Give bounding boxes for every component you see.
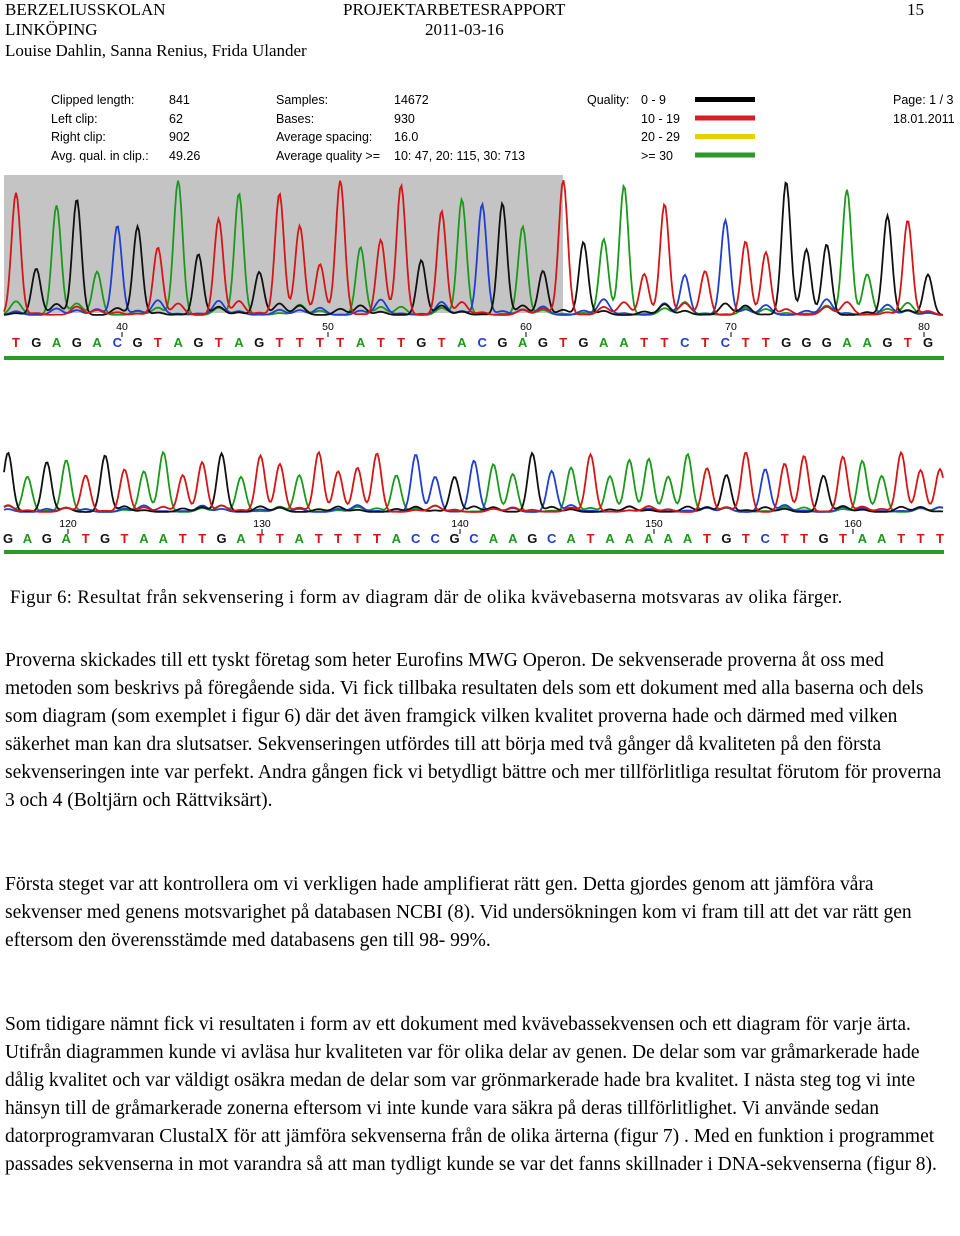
base-call: T <box>275 335 284 350</box>
base-call: A <box>457 335 467 350</box>
base-call: T <box>838 531 847 546</box>
base-call: A <box>599 335 609 350</box>
stat-avg-qual-label: Avg. qual. in clip.: <box>51 149 149 163</box>
base-call: T <box>295 335 304 350</box>
quality-range-0: 0 - 9 <box>641 93 667 107</box>
base-call: T <box>316 335 324 350</box>
base-call: A <box>173 335 183 350</box>
base-call: A <box>158 531 169 546</box>
quality-legend-bar <box>695 116 755 121</box>
stat-samples: 14672 <box>394 93 429 107</box>
position-tick-label: 140 <box>451 518 469 530</box>
base-call: C <box>546 531 557 546</box>
base-call: A <box>234 335 244 350</box>
base-call: G <box>71 335 82 350</box>
base-call: G <box>922 335 934 350</box>
stat-avg-qual: 49.26 <box>169 149 201 163</box>
position-tick-label: 70 <box>725 321 737 333</box>
base-call: T <box>256 531 265 546</box>
base-call: T <box>897 531 906 546</box>
base-call: A <box>391 531 402 546</box>
base-call: T <box>559 335 568 350</box>
base-call: T <box>178 531 187 546</box>
base-call: T <box>741 335 750 350</box>
header-report-type: PROJEKTARBETESRAPPORT <box>343 0 566 19</box>
quality-bar-row-2 <box>4 550 944 554</box>
stat-avg-spacing: 16.0 <box>394 130 419 144</box>
base-call: A <box>508 531 518 546</box>
position-tick-label: 50 <box>322 321 334 333</box>
base-call: C <box>477 335 487 350</box>
figure-caption: Figur 6: Resultat från sekvensering i form av diagram där de olika kvävebaserna motsvaras av olika färger. <box>10 588 843 608</box>
base-call: A <box>663 531 673 546</box>
base-call: T <box>12 335 20 350</box>
base-call: G <box>801 335 812 350</box>
base-call: G <box>527 531 538 546</box>
base-call: T <box>586 531 595 546</box>
stat-left-clip: 62 <box>169 112 183 126</box>
quality-range-3: >= 30 <box>641 149 673 163</box>
base-call: T <box>353 531 362 546</box>
base-call: G <box>781 335 792 350</box>
base-call: A <box>862 335 872 350</box>
base-call: C <box>112 335 123 350</box>
base-call: T <box>916 531 925 546</box>
base-call: T <box>903 335 912 350</box>
base-call: G <box>2 531 14 546</box>
header-city: LINKÖPING <box>5 20 98 39</box>
stat-bases-label: Bases: <box>276 112 315 126</box>
base-call: G <box>497 335 508 350</box>
paragraph-3: Som tidigare nämnt fick vi resultaten i form av ett dokument med kvävebassekvensen och ett diagram för varje ärta. Utifrån diagrammen kunde vi avläsa hur kvaliteten var för olika delar av genen. De delar som var gråmarkerade hade dålig kvalitet och var väldigt osäkra medan de delar som var grönmarkerade hade bra kvalitet. I nästa steg tog vi inte hänsyn till de gråmarkerade zonerna eftersom vi inte kunde vara säkra på deras tillförlitlighet. Vi använde sedan datorprogramvaran ClustalX för att jämföra sekvenserna från de olika ärterna (figur 7) . Med en funktion i programmet passades sekvenserna in mot varandra så att man tydligt kunde se var det fanns skillnader i DNA-sekvenserna (figur 8). <box>5 1014 937 1175</box>
base-call: A <box>488 531 499 546</box>
stat-avg-quality: 10: 47, 20: 115, 30: 713 <box>394 149 526 163</box>
position-tick-label: 160 <box>844 518 862 530</box>
base-call: A <box>682 531 693 546</box>
base-call: T <box>214 335 223 350</box>
header-date: 2011-03-16 <box>425 20 504 39</box>
base-call: T <box>153 335 162 350</box>
stat-right-clip: 902 <box>169 130 190 144</box>
base-call: T <box>376 335 385 350</box>
stat-right-clip-label: Right clip: <box>51 130 106 144</box>
stat-clipped-length: 841 <box>169 93 190 107</box>
paragraph-2: Första steget var att kontrollera om vi verkligen hade amplifierat rätt gen. Detta gjordes genom att jämföra våra sekvenser med genens motsvarighet på databasen NCBI (8). Vid undersökningen kom vi fram till att det var rätt gen eftersom den överensstämde med databasens gen till 98- 99%. <box>5 874 912 951</box>
base-call: T <box>372 531 381 546</box>
base-call: G <box>132 335 143 350</box>
position-tick-label: 80 <box>918 321 930 333</box>
base-call: C <box>411 531 421 546</box>
base-call: A <box>877 531 887 546</box>
page-indicator: Page: 1 / 3 <box>893 93 954 107</box>
base-call: T <box>314 531 323 546</box>
base-call: G <box>537 335 548 350</box>
base-call: T <box>936 531 944 546</box>
base-call: G <box>721 531 732 546</box>
base-call: G <box>100 531 111 546</box>
base-call: T <box>336 335 345 350</box>
base-call: T <box>741 531 750 546</box>
stat-avg-quality-label: Average quality >= <box>276 149 381 163</box>
base-call: T <box>660 335 669 350</box>
base-call: T <box>701 335 710 350</box>
base-call: G <box>41 531 52 546</box>
base-call: A <box>624 531 635 546</box>
base-call: T <box>81 531 90 546</box>
trace-row-2 <box>4 452 943 512</box>
base-call: T <box>334 531 343 546</box>
base-call: G <box>882 335 893 350</box>
base-call: G <box>821 335 832 350</box>
base-call: A <box>51 335 62 350</box>
base-call: T <box>780 531 789 546</box>
page-number: 15 <box>907 0 924 19</box>
base-calls-row-2 <box>3 531 944 546</box>
base-call: A <box>842 335 852 350</box>
base-call: C <box>680 335 690 350</box>
quality-bar-row-1 <box>4 356 944 360</box>
quality-range-2: 20 - 29 <box>641 130 680 144</box>
base-call: T <box>397 335 406 350</box>
base-call: G <box>818 531 829 546</box>
base-call: A <box>61 531 71 546</box>
base-call: A <box>236 531 246 546</box>
base-call: G <box>578 335 589 350</box>
chromatogram-figure <box>0 80 960 580</box>
base-call: T <box>198 531 207 546</box>
stat-left-clip-label: Left clip: <box>51 112 98 126</box>
base-call: G <box>254 335 265 350</box>
position-tick-label: 120 <box>59 518 77 530</box>
base-call: G <box>193 335 204 350</box>
paragraph-1: Proverna skickades till ett tyskt företag som heter Eurofins MWG Operon. De sekvenserade proverna åt oss med metoden som beskrivs på föregående sida. Vi fick tillbaka resultaten dels som ett dokument med alla baserna och dels som diagram (som exemplet i figur 6) där det även framgick vilken kvalitet proverna hade och därmed med vilken säkerhet man kan dra slutsatser. Sekvenseringen utfördes till att börja med två gånger då kvaliteten på den första sekvenseringen inte var perfekt. Andra gången fick vi betydligt bättre och mer tillförlitliga resultat förutom för proverna 3 och 4 (Boltjärn och Rättviksärt). <box>5 650 942 811</box>
base-calls-row-1 <box>12 335 933 350</box>
base-call: T <box>761 335 770 350</box>
base-call: T <box>640 335 649 350</box>
position-tick-label: 60 <box>520 321 532 333</box>
base-call: C <box>430 531 440 546</box>
base-call: A <box>294 531 304 546</box>
base-call: T <box>120 531 129 546</box>
position-tick-label: 150 <box>645 518 663 530</box>
base-call: C <box>720 335 731 350</box>
base-call: T <box>800 531 809 546</box>
quality-legend-bar <box>695 153 755 158</box>
stat-clipped-length-label: Clipped length: <box>51 93 135 107</box>
position-tick-label: 130 <box>253 518 271 530</box>
base-call: A <box>857 531 868 546</box>
base-call: C <box>760 531 770 546</box>
base-call: A <box>355 335 366 350</box>
header-authors: Louise Dahlin, Sanna Renius, Frida Ulander <box>5 41 307 60</box>
stat-samples-label: Samples: <box>276 93 329 107</box>
quality-legend-label: Quality: <box>587 93 630 107</box>
base-call: T <box>275 531 284 546</box>
base-call: A <box>92 335 102 350</box>
position-tick-label: 40 <box>116 321 128 333</box>
base-call: A <box>566 531 576 546</box>
stat-avg-spacing-label: Average spacing: <box>276 130 373 144</box>
base-call: G <box>31 335 42 350</box>
base-call: A <box>517 335 528 350</box>
base-call: T <box>437 335 446 350</box>
base-call: G <box>416 335 427 350</box>
chart-date: 18.01.2011 <box>893 112 955 126</box>
base-call: A <box>619 335 629 350</box>
base-call: G <box>449 531 460 546</box>
header-school: BERZELIUSSKOLAN <box>5 0 166 19</box>
base-call: A <box>22 531 33 546</box>
base-call: A <box>605 531 615 546</box>
quality-legend-bar <box>695 97 755 102</box>
base-call: T <box>703 531 711 546</box>
stat-bases: 930 <box>394 112 415 126</box>
base-call: A <box>644 531 654 546</box>
quality-legend-bar <box>695 134 755 139</box>
base-call: G <box>216 531 227 546</box>
base-call: C <box>469 531 479 546</box>
quality-range-1: 10 - 19 <box>641 112 680 126</box>
base-call: A <box>139 531 149 546</box>
